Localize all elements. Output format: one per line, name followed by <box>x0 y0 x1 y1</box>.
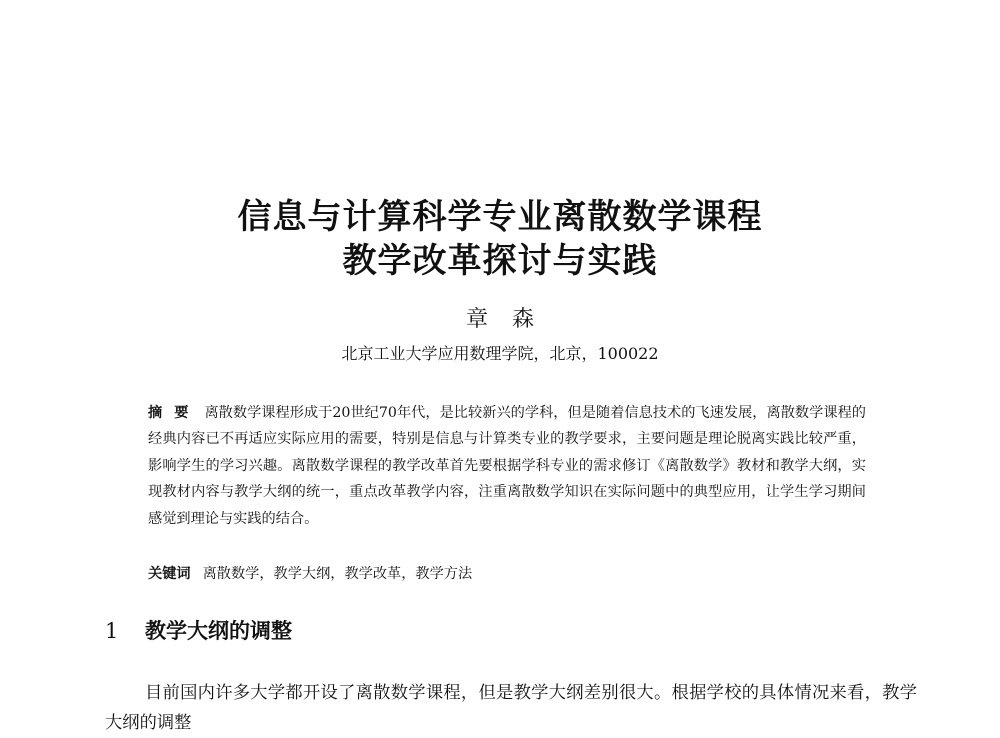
section-title: 教学大纲的调整 <box>145 619 292 643</box>
body-paragraph: 目前国内许多大学都开设了离散数学课程，但是教学大纲差别很大。根据学校的具体情况来看，教学大纲的调整 <box>105 683 917 733</box>
section-heading <box>105 616 292 646</box>
author-affiliation: 北京工业大学应用数理学院，北京，100022 <box>341 344 659 363</box>
paper-title-line-1: 信息与计算科学专业离散数学课程 <box>237 197 763 237</box>
abstract-text: 离散数学课程形成于20世纪70年代，是比较新兴的学科，但是随着信息技术的飞速发展，离散数学课程的经典内容已不再适应实际应用的需要，特别是信息与计算类专业的教学要求，主要问题是理论脱离实践比较严重，影响学生的学习兴趣。离散数学课程的教学改革首先要根据学科专业的需求修订《离散数学》教材和教学大纲，实现教材内容与教学大纲的统一，重点改革教学内容，注重离散数学知识在实际问题中的典型应用，让学生学习期间感觉到理论与实践的结合。 <box>148 405 866 527</box>
author-name: 章森 <box>465 307 558 332</box>
paper-title-line-2: 教学改革探讨与实践 <box>342 241 658 281</box>
abstract-label: 摘要 <box>148 405 201 421</box>
keywords-block <box>148 562 866 586</box>
section-number: 1 <box>105 619 119 643</box>
keywords-text: 离散数学，教学大纲，教学改革，教学方法 <box>202 566 473 582</box>
keywords-label: 关键词 <box>148 566 191 582</box>
abstract-block <box>148 400 866 532</box>
